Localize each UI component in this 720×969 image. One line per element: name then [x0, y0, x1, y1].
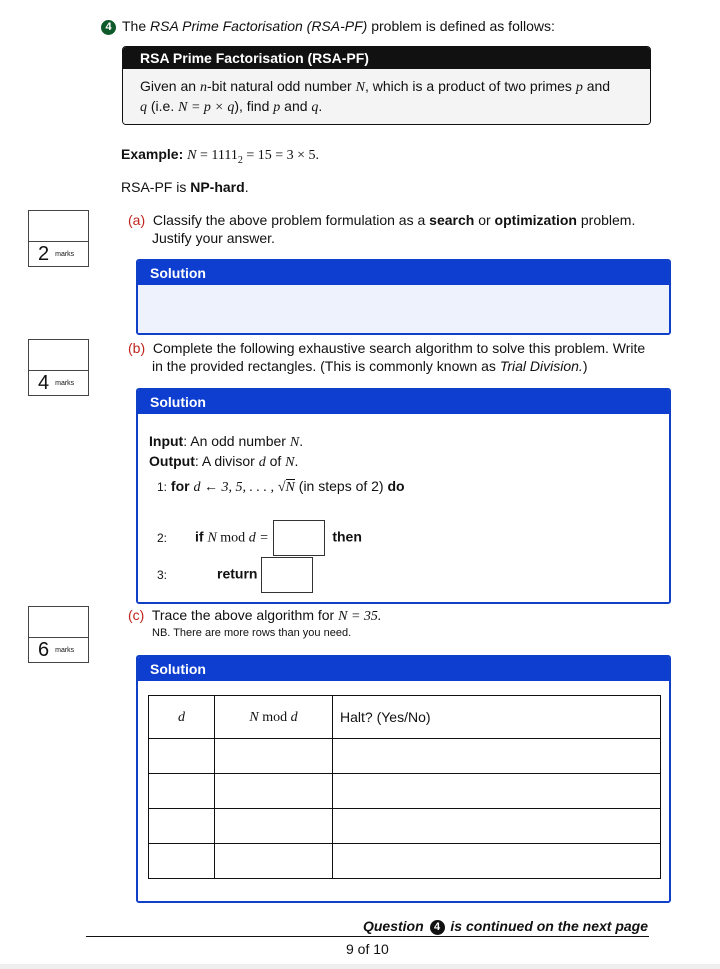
cell-d[interactable] — [149, 809, 215, 844]
cell-halt[interactable] — [333, 809, 661, 844]
solution-title-b: Solution — [138, 390, 669, 414]
question-intro: 4 The RSA Prime Factorisation (RSA-PF) problem is defined as follows: — [101, 18, 555, 35]
continued-note: Question 4 is continued on the next page — [362, 918, 648, 934]
example-label: Example: — [121, 146, 184, 162]
solution-box-a — [136, 259, 671, 335]
cell-halt[interactable] — [333, 774, 661, 809]
table-row — [149, 774, 661, 809]
table-row — [149, 739, 661, 774]
cell-halt[interactable] — [333, 739, 661, 774]
page-bottom-edge — [0, 964, 720, 969]
marks-entry-a[interactable] — [29, 211, 88, 242]
algorithm-line-3: 3: return — [157, 557, 313, 593]
col-d-header: d — [149, 696, 215, 739]
part-c-question: (c) Trace the above algorithm for N = 35. NB. There are more rows than you need. — [128, 607, 382, 639]
col-halt-header: Halt? (Yes/No) — [333, 696, 661, 739]
solution-box-b — [136, 388, 671, 604]
cell-d[interactable] — [149, 774, 215, 809]
hardness-line: RSA-PF is NP-hard. — [121, 179, 249, 195]
return-value-input[interactable] — [261, 557, 313, 593]
cell-d[interactable] — [149, 844, 215, 879]
trace-note: NB. There are more rows than you need. — [152, 627, 352, 639]
solution-title-c: Solution — [138, 657, 669, 681]
solution-title-a: Solution — [138, 261, 669, 285]
part-b-question: (b) Complete the following exhaustive search algorithm to solve this problem. Write in the provided rectangles. (This is commonly known as Trial Division.) — [128, 340, 646, 374]
continued-question-badge: 4 — [430, 920, 445, 935]
col-mod-header: N mod d — [215, 696, 333, 739]
table-row — [149, 844, 661, 879]
cell-d[interactable] — [149, 739, 215, 774]
if-condition-input[interactable] — [273, 520, 325, 556]
table-row — [149, 809, 661, 844]
definition-body: Given an n-bit natural odd number N, which is a product of two primes p and q (i.e. N = p × q), find p and q. — [123, 69, 650, 125]
algorithm-line-2: 2: if N mod d = then — [157, 520, 362, 556]
algorithm-io: Input: An odd number N. Output: A divisor d of N. — [149, 433, 304, 470]
marks-entry-b[interactable] — [29, 340, 88, 371]
problem-name: RSA Prime Factorisation (RSA-PF) — [150, 18, 368, 34]
page-number: 9 of 10 — [346, 941, 389, 957]
example-line: Example: $N = 1111_2 = 15 = 3 \times 5$. — [121, 146, 320, 166]
algorithm-line-1: 1: for d ← 3, 5, . . . , √N (in steps of 2) do — [157, 478, 405, 495]
trace-table-header — [149, 696, 661, 739]
marks-entry-c[interactable] — [29, 607, 88, 638]
part-a-question: (a) Classify the above problem formulation as a search or optimization problem. Justify your answer. — [128, 212, 636, 246]
definition-box — [122, 46, 651, 125]
definition-title: RSA Prime Factorisation (RSA-PF) — [123, 47, 650, 69]
cell-halt[interactable] — [333, 844, 661, 879]
marks-box-c: 6 marks — [28, 606, 89, 663]
marks-box-a: 2 marks — [28, 210, 89, 267]
cell-mod[interactable] — [215, 844, 333, 879]
cell-mod[interactable] — [215, 774, 333, 809]
marks-box-b: 4 marks — [28, 339, 89, 396]
algorithm-area — [138, 414, 669, 602]
cell-mod[interactable] — [215, 739, 333, 774]
answer-area-a[interactable] — [138, 285, 669, 333]
footer-rule — [86, 936, 649, 937]
trace-table — [148, 695, 661, 879]
cell-mod[interactable] — [215, 809, 333, 844]
question-number-badge: 4 — [101, 20, 116, 35]
